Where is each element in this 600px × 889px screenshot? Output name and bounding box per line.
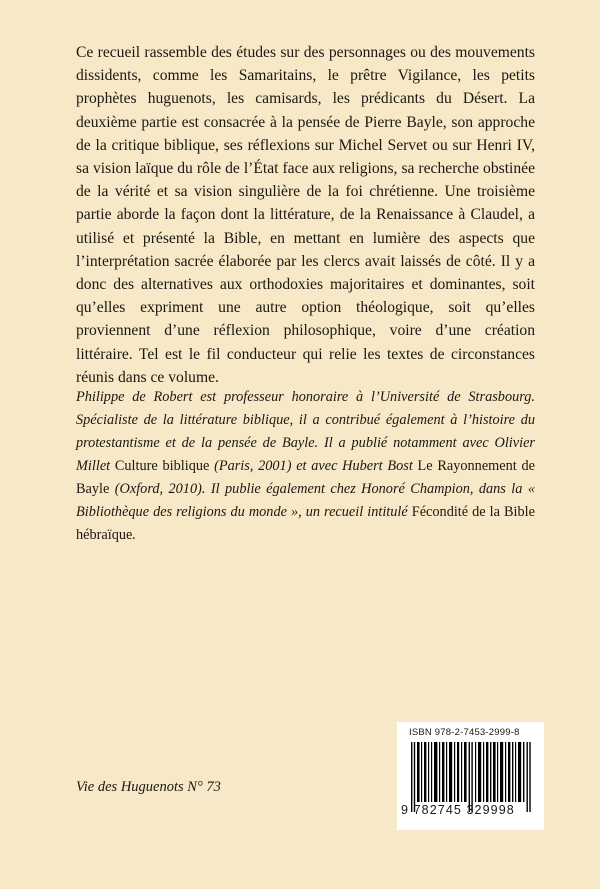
book-summary: Ce recueil rassemble des études sur des personnages ou des mouvements dissidents, comme les Samaritains, le prêtre Vigilance, les petits prophètes huguenots, les camisards, les prédicants du Désert. La deuxième partie est consacrée à la pensée de Pierre Bayle, son approche de la critique biblique, ses réflexions sur Michel Servet ou sur Henri IV, sa vision laïque du rôle de l’État face aux religions, sa recherche obstinée de la vérité et sa vision singulière de la foi chrétienne. Une troisième partie aborde la façon dont la littérature, de la Renaissance à Claudel, a utilisé et présenté la Bible, en mettant en lumière des aspects que l’interprétation sacrée élaborée par les clercs avait laissés de côté. Il y a donc des alternatives aux orthodoxies majoritaires et dominantes, soit qu’elles expriment une autre option théologique, soit qu’elles proviennent d’une réflexion philosophique, voire d’une création littéraire. Tel est le fil conducteur qui relie les textes de circonstances réunis dans ce volume.	[76, 44, 535, 386]
bio-text-3: (Oxford, 2010). Il publie également chez Honoré Champion, dans la « Bibliothèque des religions du monde », un recueil intitulé	[76, 481, 535, 520]
barcode-bars	[405, 742, 539, 812]
barcode	[397, 722, 544, 830]
bio-title-fecondite: Fécondité de la Bible hébraïque	[76, 504, 535, 543]
series-label: Vie des Huguenots N° 73	[76, 779, 221, 795]
bio-text-1: Philippe de Robert est professeur honoraire à l’Université de Strasbourg. Spécialiste de la littérature biblique, il a contribué également à l’histoire du protestantisme et de la pensée de Bayle. Il a publié notamment avec Olivier Millet	[76, 389, 535, 474]
bio-title-culture-biblique: Culture biblique	[114, 458, 210, 474]
bio-text-2: (Paris, 2001) et avec Hubert Bost	[209, 458, 418, 474]
author-bio	[76, 386, 535, 547]
isbn-label: ISBN 978-2-7453-2999-8	[409, 727, 520, 738]
bio-title-rayonnement: Le Rayonnement de Bayle	[76, 458, 535, 497]
bio-text-4: .	[132, 527, 136, 543]
ean-digits: 9 782745 329998	[401, 803, 515, 817]
